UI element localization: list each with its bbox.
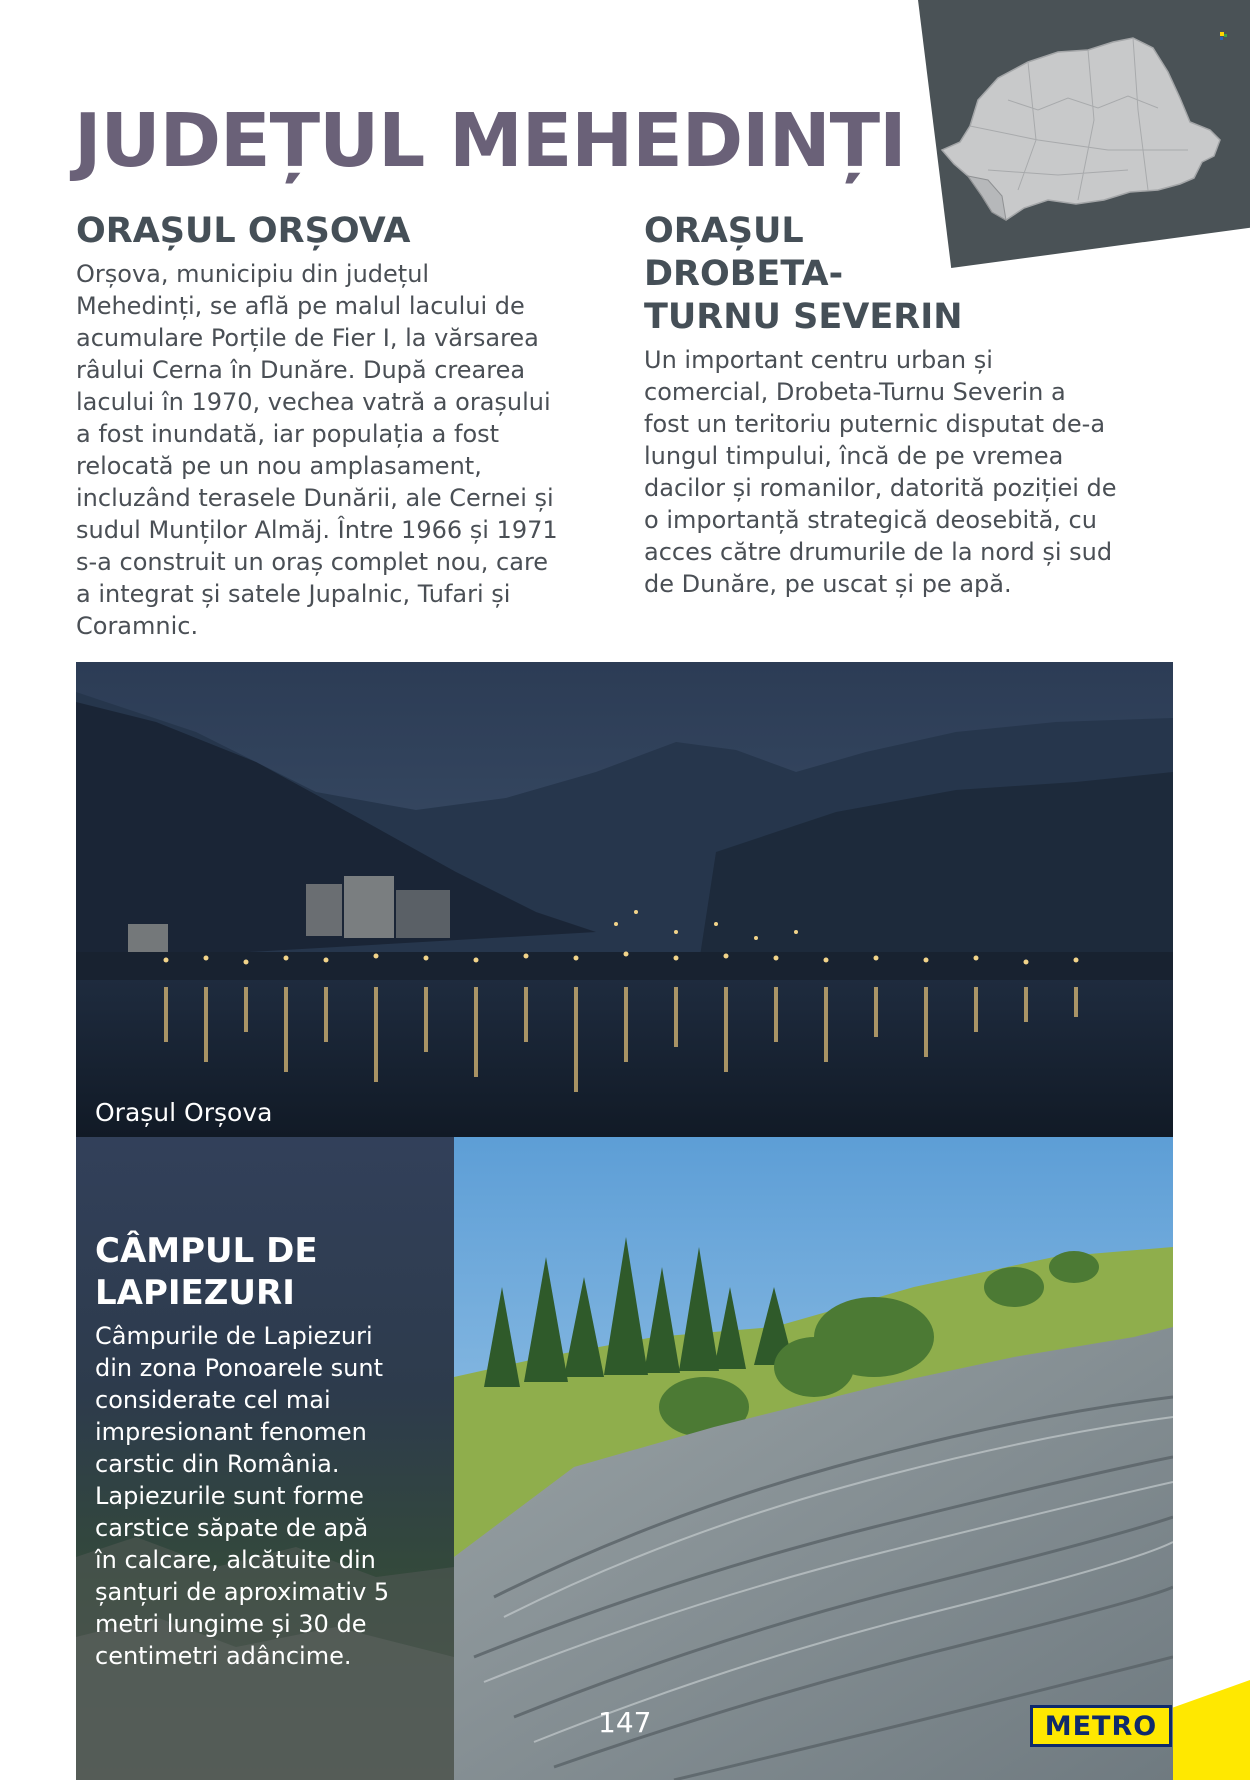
metro-logo [1030,1705,1172,1747]
photo-caption: Orașul Orșova [95,1098,273,1127]
text-line: carstice săpate de apă [95,1514,369,1542]
heading-line: CÂMPUL DE [95,1231,318,1271]
romania-map-icon [918,0,1250,268]
text-line: Un important centru urban și [644,346,993,374]
text-line: Câmpurile de Lapiezuri [95,1322,373,1350]
text-line: o importanță strategică deosebită, cu [644,506,1097,534]
text-line: Mehedinți, se află pe malul lacului de [76,292,525,320]
lapiezuri-heading [95,1230,318,1314]
text-line: sudul Munților Almăj. Între 1966 și 1971 [76,516,558,544]
page-title: JUDEȚUL MEHEDINȚI [74,98,906,184]
text-line: Orșova, municipiu din județul [76,260,430,288]
heading-line: TURNU SEVERIN [644,297,963,337]
text-line: a integrat și satele Jupalnic, Tufari și [76,580,511,608]
text-line: acumulare Porțile de Fier I, la vărsarea [76,324,539,352]
lapiezuri-photo [454,1137,1173,1780]
text-line: incluzând terasele Dunării, ale Cernei și [76,484,554,512]
text-line: din zona Ponoarele sunt [95,1354,383,1382]
metro-logo-text: METRO [1044,1710,1158,1742]
text-line: râului Cerna în Dunăre. După crearea [76,356,526,384]
text-line: considerate cel mai [95,1386,331,1414]
text-line: dacilor și romanilor, datorită poziției de [644,474,1117,502]
heading-line: ORAȘUL [644,211,804,251]
text-line: de Dunăre, pe uscat și pe apă. [644,570,1012,598]
heading-line: LAPIEZURI [95,1273,295,1313]
karst-photo-illustration [454,1137,1173,1780]
text-line: metri lungime și 30 de [95,1610,367,1638]
text-line: Coramnic. [76,612,199,640]
text-line: centimetri adâncime. [95,1642,352,1670]
orsova-night-photo [76,662,1173,1137]
text-line: Lapiezurile sunt forme [95,1482,364,1510]
heading-line: DROBETA- [644,254,844,294]
drobeta-heading [644,210,963,339]
text-line: șanțuri de aproximativ 5 [95,1578,390,1606]
text-line: impresionant fenomen [95,1418,367,1446]
text-line: relocată pe un nou amplasament, [76,452,482,480]
orsova-photo-illustration [76,662,1173,1137]
page-number: 147 [598,1706,652,1739]
text-line: lacului în 1970, vechea vatră a orașului [76,388,551,416]
lapiezuri-text [95,1320,435,1672]
text-line: în calcare, alcătuite din [95,1546,376,1574]
text-line: lungul timpului, încă de pe vremea [644,442,1064,470]
text-line: comercial, Drobeta-Turnu Severin a [644,378,1066,406]
orsova-text [76,258,558,642]
text-line: carstic din România. [95,1450,340,1478]
text-line: fost un teritoriu puternic disputat de-a [644,410,1106,438]
orsova-heading: ORAȘUL ORȘOVA [76,211,411,251]
text-line: a fost inundată, iar populația a fost [76,420,500,448]
text-line: s-a construit un oraș complet nou, care [76,548,549,576]
romania-map-panel [918,0,1250,268]
text-line: acces către drumurile de la nord și sud [644,538,1113,566]
drobeta-text [644,344,1117,600]
